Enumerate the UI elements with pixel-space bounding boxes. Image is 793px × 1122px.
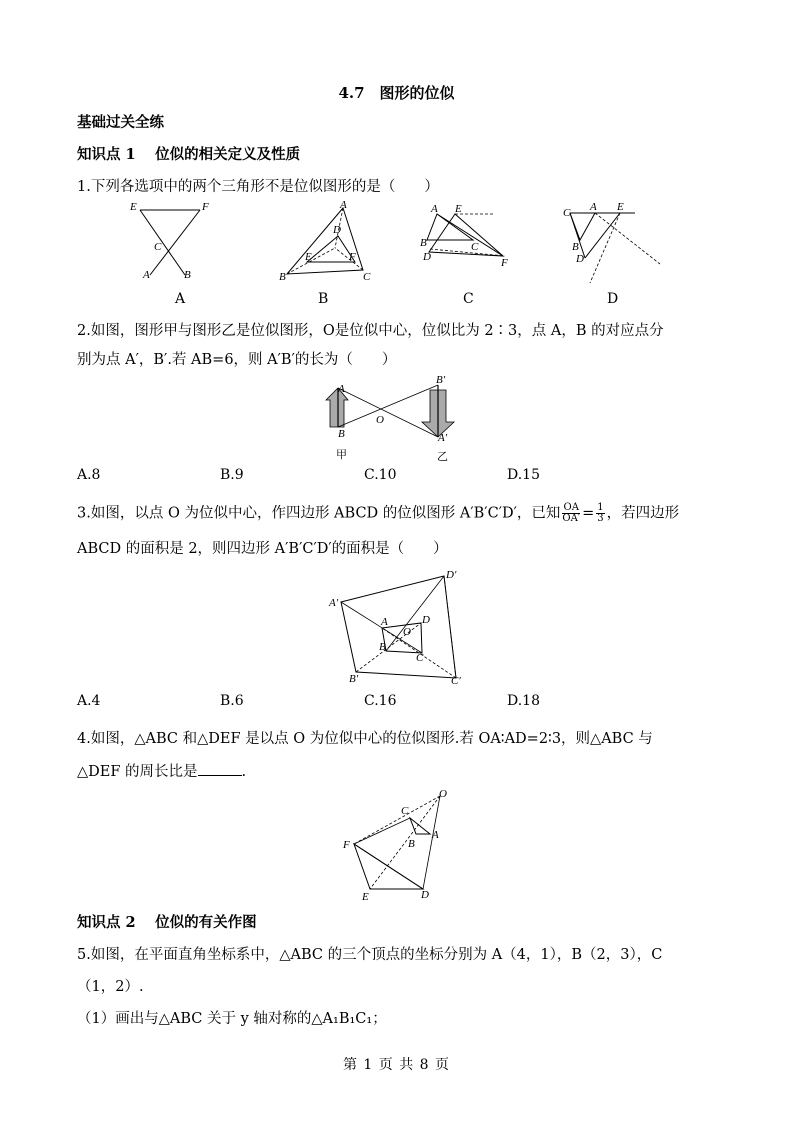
q1d-label-a: A: [590, 201, 597, 213]
q3-label-b-prime: B′: [349, 673, 359, 685]
q3-option-b[interactable]: B.6: [220, 693, 244, 709]
q1-option-c[interactable]: C: [463, 291, 474, 307]
q4-label-d: D: [421, 889, 429, 901]
q2-label-b-prime: B′: [436, 374, 446, 386]
q4-line-2-end: .: [241, 764, 247, 780]
q3-label-b: B: [379, 641, 386, 653]
q3-frac1-num: OA: [563, 502, 579, 513]
q4-answer-blank[interactable]: [198, 761, 242, 776]
question-2-line-2: 别为点 A′，B′.若 AB=6，则 A′B′的长为（ ）: [77, 352, 397, 368]
question-4-line-2: [77, 761, 246, 782]
q1a-label-e: E: [130, 201, 137, 213]
q1b-label-e: E: [305, 251, 312, 263]
q1a-label-f: F: [202, 201, 209, 213]
q3-label-c-prime: C′: [451, 675, 461, 687]
q4-label-a: A: [432, 829, 439, 841]
q3-fraction-oa-over-oa-prime: [562, 503, 580, 524]
q3-equals: =: [582, 505, 595, 522]
q1-option-a[interactable]: A: [175, 291, 186, 307]
q1b-label-d: D: [333, 224, 341, 236]
question-5-line-2: （1，2）.: [77, 979, 144, 995]
section-heading: 基础过关全练: [77, 114, 164, 131]
q4-figure: [340, 786, 455, 904]
q2-label-o: O: [376, 414, 384, 426]
q1c-label-c: C: [471, 241, 479, 253]
q3-option-d[interactable]: D.18: [507, 693, 540, 709]
q1d-label-e: E: [617, 201, 624, 213]
q1a-label-c: C: [154, 241, 162, 253]
q3-frac1-den: OA′: [562, 513, 581, 524]
question-3-line-1: [77, 503, 679, 524]
q1-figure-a: [130, 200, 220, 285]
q1b-label-a: A: [340, 199, 347, 211]
q1-option-b[interactable]: B: [318, 291, 329, 307]
knowledge-point-1-heading: 知识点 1 位似的相关定义及性质: [77, 146, 301, 163]
q2-option-a[interactable]: A.8: [77, 467, 101, 483]
q2-figure-label-jia: 甲: [336, 448, 347, 461]
q3-figure: [325, 568, 465, 688]
q1-figure-d: [560, 198, 670, 270]
q2-label-a-prime: A′: [438, 432, 448, 444]
q1c-label-f: F: [501, 257, 508, 269]
q4-label-o: O: [439, 788, 447, 800]
q4-label-f: F: [343, 839, 350, 851]
q4-label-b: B: [408, 838, 415, 850]
q2-option-d[interactable]: D.15: [507, 467, 540, 483]
q3-label-a-prime: A′: [329, 597, 339, 609]
knowledge-point-2-heading: 知识点 2 位似的有关作图: [77, 914, 257, 931]
q4-label-e: E: [362, 891, 369, 903]
q3-option-c[interactable]: C.16: [364, 693, 397, 709]
q1-figure-c: [415, 200, 545, 272]
q1c-label-d: D: [423, 251, 431, 263]
q3-frac2-num: 1: [597, 502, 604, 513]
q3-frac2-den: 3: [597, 513, 604, 524]
question-3-line-2: ABCD 的面积是 2，则四边形 A′B′C′D′的面积是（ ）: [77, 541, 448, 557]
question-5-line-1: 5.如图，在平面直角坐标系中，△ABC 的三个顶点的坐标分别为 A（4，1），B（2，3），C: [77, 947, 663, 963]
page-footer: 第 1 页 共 8 页: [342, 1057, 451, 1073]
q1a-label-a: A: [143, 269, 150, 281]
question-1-text: 1.下列各选项中的两个三角形不是位似图形的是（ ）: [77, 179, 439, 195]
q2-figure-label-yi: 乙: [437, 450, 448, 463]
q3-fraction-one-third: [596, 503, 604, 524]
q1b-label-c: C: [363, 271, 371, 283]
q2-option-b[interactable]: B.9: [220, 467, 244, 483]
q4-line-2-text: △DEF 的周长比是: [77, 764, 198, 780]
q1c-label-b: B: [420, 237, 427, 249]
q2-option-c[interactable]: C.10: [364, 467, 397, 483]
q3-label-a: A: [381, 616, 388, 628]
q3-label-d: D: [422, 614, 430, 626]
q3-option-a[interactable]: A.4: [77, 693, 101, 709]
q1c-label-a: A: [431, 203, 438, 215]
q3-label-o: O: [403, 626, 411, 638]
q2-label-b: B: [338, 428, 345, 440]
q1d-label-d: D: [576, 253, 584, 265]
q1b-label-f: F: [349, 251, 356, 263]
q4-label-c: C: [401, 805, 409, 817]
q1d-label-c: C: [563, 207, 571, 219]
q3-label-c: C: [416, 652, 424, 664]
question-5-line-3: （1）画出与△ABC 关于 y 轴对称的△A₁B₁C₁；: [77, 1011, 387, 1027]
q3-line-1-end: ，若四边形: [606, 505, 680, 522]
q1a-label-b: B: [184, 269, 191, 281]
q1d-label-b: B: [572, 241, 579, 253]
q2-label-a: A: [338, 383, 345, 395]
q1c-label-e: E: [455, 203, 462, 215]
q1-figure-b: [275, 198, 375, 286]
question-4-line-1: 4.如图，△ABC 和△DEF 是以点 O 为位似中心的位似图形.若 OA∶AD=2∶3，则△ABC 与: [77, 731, 653, 747]
q1-option-d[interactable]: D: [607, 291, 619, 307]
q1b-label-b: B: [279, 271, 286, 283]
q3-label-d-prime: D′: [446, 569, 457, 581]
page-title: 4.7 图形的位似: [338, 84, 455, 102]
q3-line-1-start: 3.如图，以点 O 为位似中心，作四边形 ABCD 的位似图形 A′B′C′D′，已知: [77, 505, 561, 522]
question-2-line-1: 2.如图，图形甲与图形乙是位似图形，O是位似中心，位似比为 2∶3，点 A，B 的对应点分: [77, 323, 664, 339]
